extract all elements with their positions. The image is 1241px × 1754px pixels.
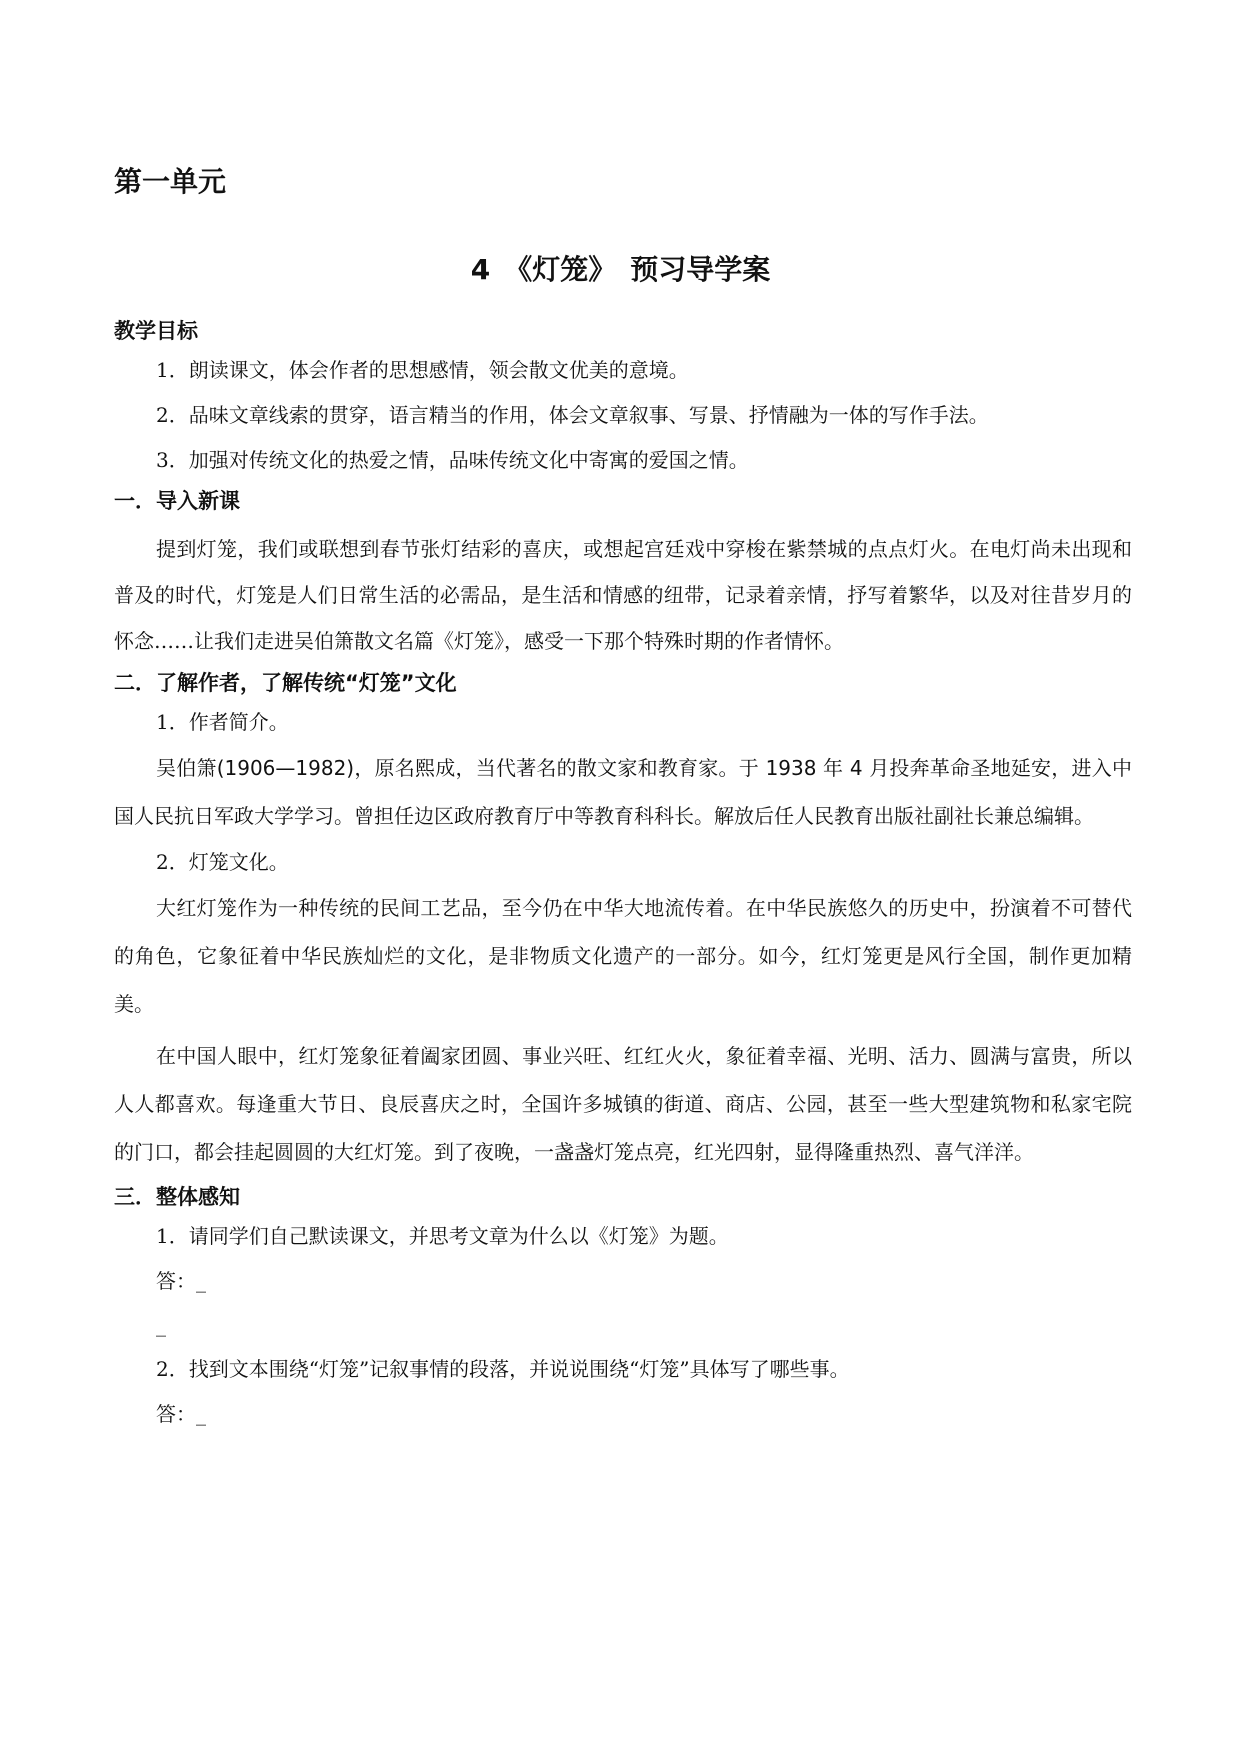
objective-item: 2．品味文章线索的贯穿，语言精当的作用，体会文章叙事、写景、抒情融为一体的写作手法。 — [156, 403, 989, 427]
lantern-culture-label: 2．灯笼文化。 — [156, 850, 289, 874]
document-body — [114, 316, 1132, 1444]
objective-item: 1．朗读课文，体会作者的思想感情，领会散文优美的意境。 — [156, 358, 689, 382]
culture-paragraph-2: 在中国人眼中，红灯笼象征着阖家团圆、事业兴旺、红红火火，象征着幸福、光明、活力、圆满与富贵，所以人人都喜欢。每逢重大节日、良辰喜庆之时，全国许多城镇的街道、商店、公园，甚至一些大型建筑物和私家宅院的门口，都会挂起圆圆的大红灯笼。到了夜晚，一盏盏灯笼点亮，红光四射，显得隆重热烈、喜气洋洋。 — [114, 1044, 1132, 1164]
answer-2-line[interactable]: 答：_ — [156, 1402, 206, 1426]
lesson-title: 4 《灯笼》 预习导学案 — [470, 253, 771, 286]
answer-1-line[interactable]: 答：_ — [156, 1269, 206, 1293]
author-bio-paragraph: 吴伯箫(1906—1982)，原名熙成，当代著名的散文家和教育家。于 1938 年 4 月投奔革命圣地延安，进入中国人民抗日军政大学学习。曾担任边区政府教育厅中等教育科科长。解放后任人民教育出版社副社长兼总编辑。 — [114, 756, 1132, 828]
objective-item: 3．加强对传统文化的热爱之情，品味传统文化中寄寓的爱国之情。 — [156, 448, 749, 472]
section2-heading: 二．了解作者，了解传统“灯笼”文化 — [114, 671, 457, 695]
objectives-heading: 教学目标 — [114, 319, 198, 343]
intro-paragraph: 提到灯笼，我们或联想到春节张灯结彩的喜庆，或想起宫廷戏中穿梭在紫禁城的点点灯火。在电灯尚未出现和普及的时代，灯笼是人们日常生活的必需品，是生活和情感的纽带，记录着亲情，抒写着繁华，以及对往昔岁月的怀念……让我们走进吴伯箫散文名篇《灯笼》，感受一下那个特殊时期的作者情怀。 — [114, 537, 1132, 653]
section3-heading: 三．整体感知 — [114, 1185, 240, 1209]
question-2: 2．找到文本围绕“灯笼”记叙事情的段落，并说说围绕“灯笼”具体写了哪些事。 — [156, 1357, 850, 1381]
section1-heading: 一．导入新课 — [114, 489, 240, 513]
unit-title: 第一单元 — [114, 165, 227, 198]
culture-paragraph-1: 大红灯笼作为一种传统的民间工艺品，至今仍在中华大地流传着。在中华民族悠久的历史中，扮演着不可替代的角色，它象征着中华民族灿烂的文化，是非物质文化遗产的一部分。如今，红灯笼更是风行全国，制作更加精美。 — [114, 896, 1132, 1016]
author-intro-label: 1．作者简介。 — [156, 710, 289, 734]
answer-1-continuation[interactable]: _ — [156, 1313, 166, 1337]
question-1: 1．请同学们自己默读课文，并思考文章为什么以《灯笼》为题。 — [156, 1224, 729, 1248]
